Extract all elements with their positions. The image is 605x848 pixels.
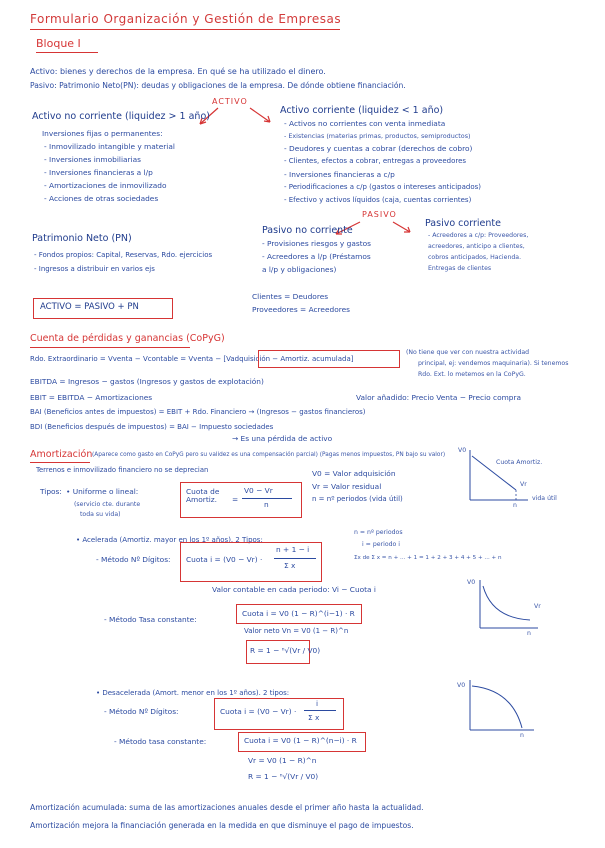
pc-item: Entregas de clientes: [428, 265, 492, 272]
graph1-label: Cuota Amortiz.: [496, 459, 543, 466]
formula-digitos-lhs: Cuota i = (V0 − Vr) ·: [186, 555, 263, 564]
ac-title: Activo corriente (liquidez < 1 año): [280, 105, 444, 116]
note-i: i = periodo i: [362, 541, 401, 548]
amort-title: Amortización: [30, 449, 93, 460]
formula-digitos-num: n + 1 − i: [276, 545, 310, 554]
anc-item: - Inversiones inmobiliarias: [44, 155, 142, 164]
graph1-vr: Vr: [520, 481, 527, 488]
anc-item: - Amortizaciones de inmovilizado: [44, 181, 167, 190]
def-pasivo: Pasivo: Patrimonio Neto(PN): deudas y obligaciones de la empresa. De dónde obtiene financiación.: [30, 81, 406, 90]
pnc-title: Pasivo no corriente: [262, 225, 353, 236]
note-n: n = nº periodos: [354, 529, 403, 536]
pnc-item: - Provisiones riesgos y gastos: [262, 239, 371, 248]
pasivo-label: PASIVO: [362, 210, 397, 219]
decelerada-label: • Desacelerada (Amort. menor en los 1º años). 2 tipos:: [96, 689, 290, 697]
uniforme-label: • Uniforme o lineal:: [66, 487, 139, 496]
ac-item: - Existencias (materias primas, productos, semiproductos): [284, 132, 471, 140]
rdo-note: principal, ej: vendemos maquinaria). Si tenemos: [418, 360, 569, 367]
anc-item: - Inmovilizado intangible y material: [44, 142, 175, 151]
pnc-item: - Acreedores a l/p (Préstamos: [262, 252, 371, 261]
formula-lineal-num: V0 − Vr: [244, 486, 273, 495]
rdo-note: (No tiene que ver con nuestra actividad: [406, 349, 530, 356]
formula-digitos2-num: i: [316, 699, 319, 708]
pc-item: - Acreedores a c/p: Proveedores,: [428, 232, 529, 239]
formula-tasa1: Cuota i = V0 (1 − R)^(i−1) · R: [242, 609, 355, 618]
metodo-digitos2-label: - Método Nº Dígitos:: [104, 707, 179, 716]
ebit: EBIT = EBITDA − Amortizaciones: [30, 393, 153, 402]
rdo-extraordinario: Rdo. Extraordinario = Vventa − Vcontable = Vventa − [Vadquisición − Amortiz. acumulada]: [30, 355, 354, 363]
metodo-tasa2-label: - Método tasa constante:: [114, 737, 207, 746]
ac-item: - Deudores y cuentas a cobrar (derechos de cobro): [284, 144, 473, 153]
amort-intro: (Aparece como gasto en CoPyG pero su validez es una compensación parcial) (Pagas menos impuestos, PN bajo su valor): [92, 452, 446, 458]
section-heading-bloque: Bloque I: [36, 37, 81, 50]
graph3-x: n: [520, 732, 524, 739]
pc-item: acreedores, anticipo a clientes,: [428, 243, 525, 250]
graph2-x: n: [527, 630, 531, 637]
formula-tasa2-2: Vr = V0 (1 − R)^n: [248, 756, 317, 765]
rdo-note: Rdo. Ext. lo metemos en la CoPyG.: [418, 371, 526, 378]
legend-n: n = nº periodos (vida útil): [312, 495, 403, 503]
formula-digitos2-den: Σ x: [308, 713, 320, 722]
anc-item: - Acciones de otras sociedades: [44, 194, 159, 203]
amort-terrenos: Terrenos e inmovilizado financiero no se deprecian: [36, 466, 209, 474]
graph1-n: n: [513, 502, 517, 509]
cpg-title: Cuenta de pérdidas y ganancias (CoPyG): [30, 333, 225, 344]
page-title: Formulario Organización y Gestión de Empresas: [30, 12, 342, 26]
amortizacion-acumulada: Amortización acumulada: suma de las amortizaciones anuales desde el primer año hasta la actualidad.: [30, 803, 424, 812]
pn-item: - Ingresos a distribuir en varios ejs: [34, 265, 155, 273]
formula-lineal-eq: =: [232, 495, 239, 504]
note-sum: Σx de Σ x = n + ... + 1 = 1 + 2 + 3 + 4 + 5 + ... + n: [354, 555, 502, 561]
formula-tasa2-3: R = 1 − ⁿ√(Vr / V0): [248, 772, 319, 781]
formula-tasa2-1: Cuota i = V0 (1 − R)^(n−i) · R: [244, 736, 357, 745]
graph1-v0: V0: [458, 447, 467, 454]
equation: ACTIVO = PASIVO + PN: [40, 302, 139, 312]
metodo-tasa-label: - Método Tasa constante:: [104, 615, 197, 624]
formula-digitos-den: Σ x: [284, 561, 296, 570]
anc-title: Activo no corriente (liquidez > 1 año): [32, 111, 210, 122]
bdi: BDI (Beneficios después de impuestos) = BAI − Impuesto sociedades: [30, 423, 274, 431]
pnc-item: a l/p y obligaciones): [262, 265, 337, 274]
uniforme-note: (servicio cte. durante: [74, 501, 141, 508]
anc-item: - Inversiones financieras a l/p: [44, 168, 153, 177]
pc-item: cobros anticipados, Hacienda.: [428, 254, 522, 261]
pn-title: Patrimonio Neto (PN): [32, 233, 132, 244]
ac-item: - Periodificaciones a c/p (gastos o intereses anticipados): [284, 183, 482, 191]
formula-tasa3: R = 1 − ⁿ√(Vr / V0): [250, 646, 321, 655]
graph2-vr: Vr: [534, 603, 541, 610]
ac-item: - Clientes, efectos a cobrar, entregas a proveedores: [284, 157, 467, 165]
formula-lineal-lhs: Cuota de Amortiz.: [186, 487, 220, 505]
def-activo: Activo: bienes y derechos de la empresa. En qué se ha utilizado el dinero.: [30, 67, 326, 76]
metodo-digitos-label: - Método Nº Dígitos:: [96, 555, 171, 564]
formula-digitos2-lhs: Cuota i = (V0 − Vr) ·: [220, 707, 297, 716]
bai: BAI (Beneficios antes de impuestos) = EBIT + Rdo. Financiero → (Ingresos − gastos financieros): [30, 408, 366, 416]
acelerada-label: • Acelerada (Amortiz. mayor en los 1º años). 2 Tipos:: [76, 536, 263, 544]
tipos-label: Tipos:: [40, 487, 62, 496]
valor-contable: Valor contable en cada periodo: Vi − Cuota i: [212, 585, 376, 594]
perdida-activo: → Es una pérdida de activo: [232, 434, 333, 443]
uniforme-note: toda su vida): [80, 511, 121, 518]
ebitda: EBITDA = Ingresos − gastos (Ingresos y gastos de explotación): [30, 377, 264, 386]
graph2-v0: V0: [467, 579, 476, 586]
graph1-axis: vida útil: [532, 495, 557, 502]
legend-v0: V0 = Valor adquisición: [312, 469, 396, 478]
ac-item: - Activos no corrientes con venta inmediata: [284, 119, 446, 128]
formula-tasa2: Valor neto Vn = V0 (1 − R)^n: [244, 627, 349, 635]
amortizacion-mejora: Amortización mejora la financiación generada en la medida en que disminuye el pago de impuestos.: [30, 821, 414, 830]
ac-item: - Efectivo y activos líquidos (caja, cuentas corrientes): [284, 196, 472, 204]
formula-lineal-den: n: [264, 500, 269, 509]
graph3-v0: V0: [457, 682, 466, 689]
anc-item: Inversiones fijas o permanentes:: [42, 129, 163, 138]
proveedores-acreedores: Proveedores = Acreedores: [252, 305, 351, 314]
legend-vr: Vr = Valor residual: [312, 482, 382, 491]
valor-anadido: Valor añadido: Precio Venta − Precio compra: [356, 393, 522, 402]
ac-item: - Inversiones financieras a c/p: [284, 170, 395, 179]
activo-label: ACTIVO: [212, 97, 248, 106]
pn-item: - Fondos propios: Capital, Reservas, Rdo. ejercicios: [34, 251, 213, 259]
pc-title: Pasivo corriente: [425, 218, 501, 229]
clientes-deudores: Clientes = Deudores: [252, 292, 329, 301]
